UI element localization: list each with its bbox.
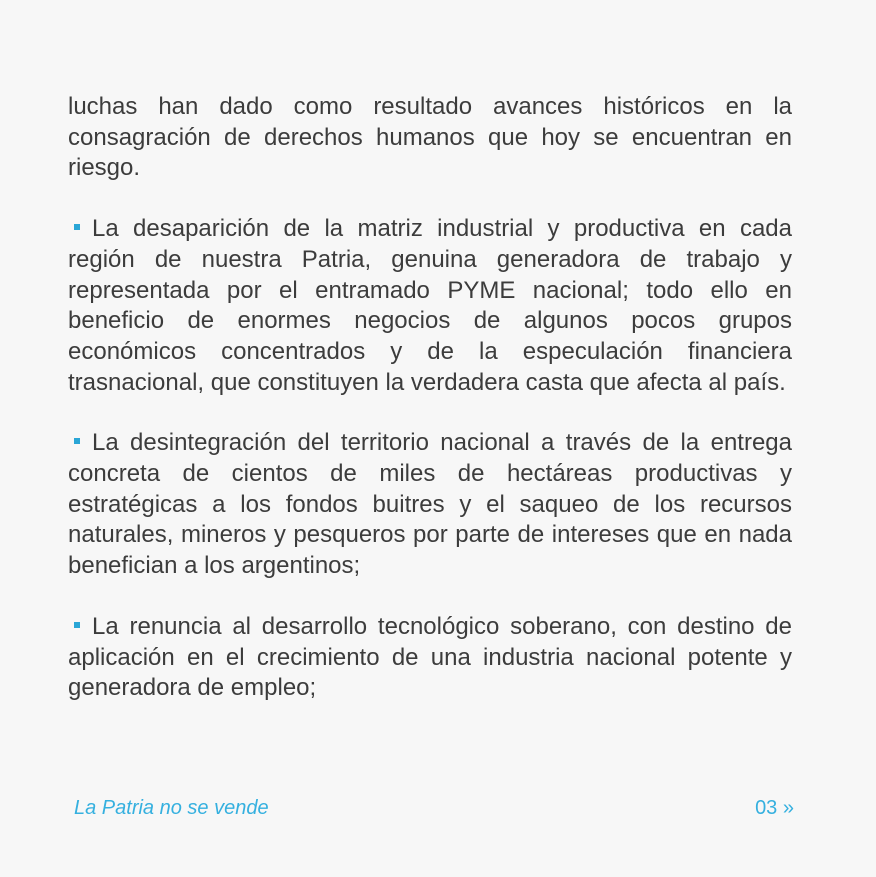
bullet-icon xyxy=(74,224,80,230)
body-text xyxy=(68,92,792,704)
paragraph-text: La renuncia al desarrollo tecnológico soberano, con destino de aplicación en el crecimiento de una industria nacional potente y generadora de empleo; xyxy=(68,612,792,702)
paragraph-tecnologia xyxy=(68,612,792,704)
paragraph-territorio xyxy=(68,428,792,582)
footer-title: La Patria no se vende xyxy=(74,797,269,819)
bullet-icon xyxy=(74,622,80,628)
paragraph-text: La desintegración del territorio nacional a través de la entrega concreta de cientos de miles de hectáreas productivas y estratégicas a los fondos buitres y el saqueo de los recursos naturales, mineros y pesqueros por parte de intereses que en nada benefician a los argentinos; xyxy=(68,429,792,580)
paragraph-text: La desaparición de la matriz industrial y productiva en cada región de nuestra Patria, genuina generadora de trabajo y representada por el entramado PYME nacional; todo ello en beneficio de enormes negocios de algunos pocos grupos económicos concentrados y de la especulación financiera trasnacional, que constituyen la verdadera casta que afecta al país. xyxy=(68,215,792,396)
paragraph-industria xyxy=(68,214,792,398)
page-number: 03 » xyxy=(755,797,794,819)
bullet-icon xyxy=(74,438,80,444)
paragraph-text: luchas han dado como resultado avances históricos en la consagración de derechos humanos que hoy se encuentran en riesgo. xyxy=(68,93,792,182)
paragraph-intro xyxy=(68,92,792,184)
